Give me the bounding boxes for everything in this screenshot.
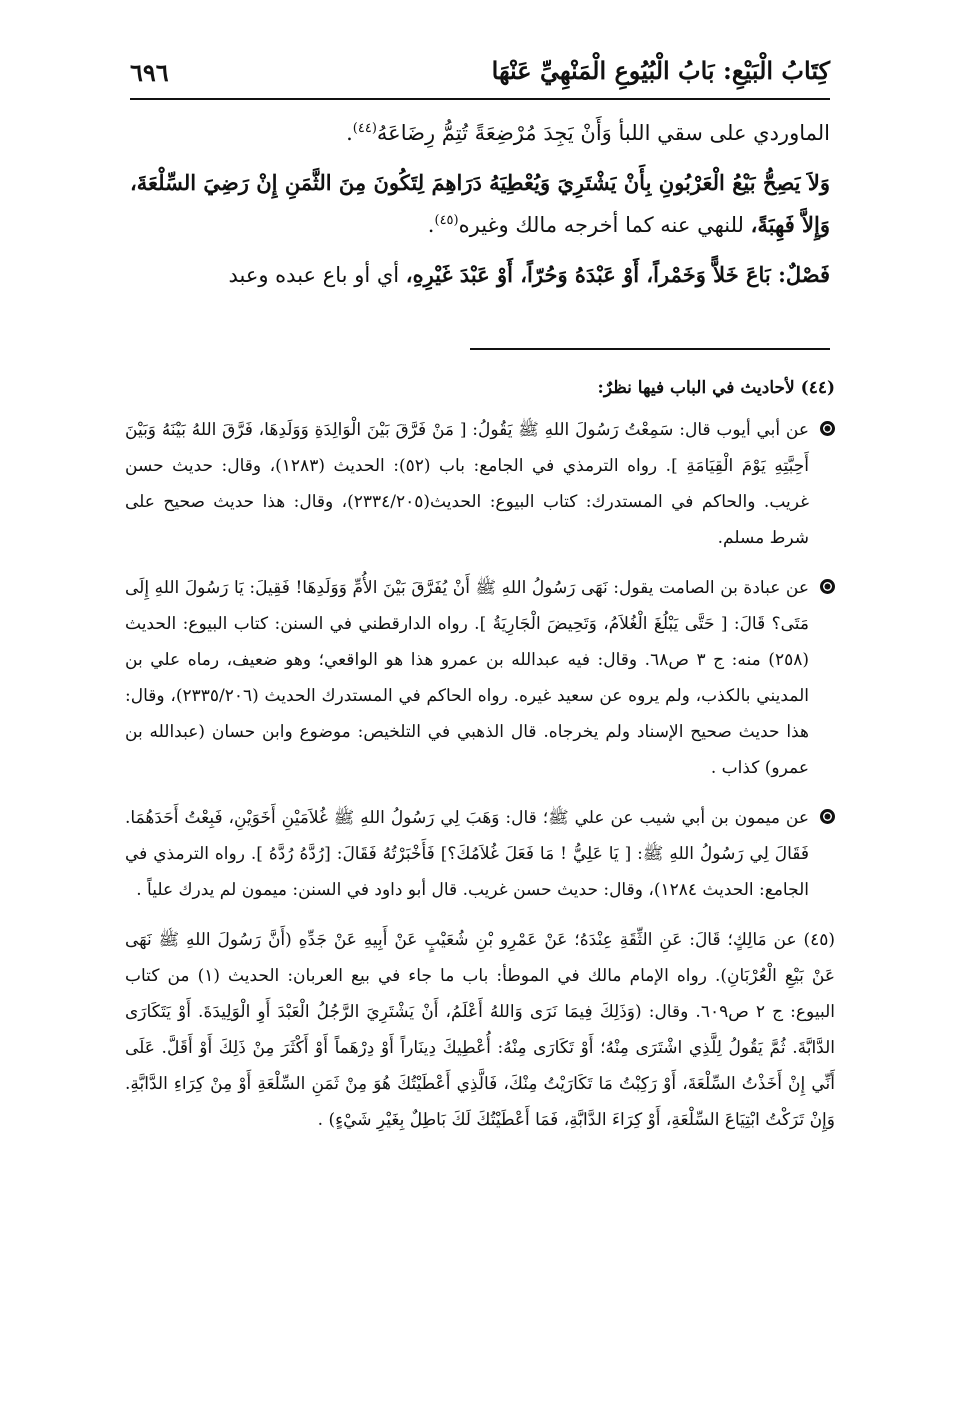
footnote-divider: [470, 348, 830, 350]
footnote-44-item-text: عن عبادة بن الصامت يقول: نَهَى رَسُولُ اللهِ ﷺ أَنْ يُفَرَّقَ بَيْنَ الأُمِّ وَوَلَدِهَا! فَقِيلَ: يَا رَسُولَ اللهِ إِلَى مَتَى؟ قَالَ: [ حَتَّى يَبْلُغَ الْغُلاَمُ، وَتَحِيضَ الْجَارِيَةُ ]. رواه الدارقطني في السنن: كتاب البيوع: الحديث (٢٥٨) منه: ج ٣ ص٦٨. وقال: فيه عبدالله بن عمرو هذا هو الواقعي؛ وهو ضعيف، رماه علي بن المديني بالكذب، ولم يروه عن سعيد غيره. رواه الحاكم في المستدرك الحديث (٢٣٣٥/٢٠٦)، وقال: هذا حديث صحيح الإسناد ولم يخرجاه. قال الذهبي في التلخيص: موضوع وابن حسان (عبدالله بن عمرو) كذاب .: [125, 578, 809, 778]
main-text: [130, 112, 830, 304]
paragraph-1-end: .: [346, 121, 353, 145]
page-number: ٦٩٦: [130, 58, 169, 87]
bullet-icon: [820, 579, 835, 594]
footnote-44-heading: (٤٤) لأحاديث في الباب فيها نظرٌ:: [597, 378, 835, 398]
paragraph-1: [130, 112, 830, 154]
footnotes: [125, 370, 835, 1144]
bullet-icon: [820, 809, 835, 824]
footnote-44-item: [125, 800, 835, 908]
footnote-45: (٤٥) عن مَالِكٍ؛ قَالَ: عَنِ الثِّقَةِ عِنْدَهُ؛ عَنْ عَمْرِو بْنِ شُعَيْبٍ عَنْ أَبِيهِ عَنْ جَدِّهِ (أَنَّ رَسُولَ اللهِ ﷺ نَهَى عَنْ بَيْعِ الْعُرْبَانِ). رواه الإمام مالك في الموطأ: باب ما جاء في بيع العربان: الحديث (١) من كتاب البيوع: ج ٢ ص٦٠٩. وقال: (وَذَلِكَ فِيمَا نَرَى وَاللهُ أَعْلَمُ، أَنْ يَشْتَرِيَ الرَّجُلُ الْعَبْدَ أَوِ الْوَلِيدَةَ. أَوْ يَتَكَارَى الدَّابَّةَ. ثُمَّ يَقُولُ لِلَّذِي اشْتَرَى مِنْهُ؛ أَوْ تَكَارَى مِنْهُ: أُعْطِيكَ دِينَاراً أَوْ دِرْهَماً أَوْ أَكْثَرَ مِنْ ذَلِكَ أَوْ أَقَلَّ. عَلَى أَنِّي إِنْ أَخَذْتُ السِّلْعَةَ، أَوْ رَكِبْتُ مَا تَكَارَيْتُ مِنْكَ، فَالَّذِي أَعْطَيْتُكَ هُوَ مِنْ ثَمَنِ السِّلْعَةِ أَوْ مِنْ كِرَاءِ الدَّابَّةِ. وَإِنْ تَرَكْتُ ابْتِيَاعَ السِّلْعَةِ، أَوْ كِرَاءَ الدَّابَّةِ، فَمَا أَعْطَيْتُكَ لَكَ بَاطِلٌ بِغَيْرِ شَيْءٍ) .: [125, 930, 835, 1130]
footnote-44-item-text: عن أبي أيوب قال: سَمِعْتُ رَسُولَ اللهِ ﷺ يَقُولُ: [ مَنْ فَرَّقَ بَيْنَ الْوَالِدَةِ وَوَلَدِهَا، فَرَّقَ اللهُ بَيْنَهُ وَبَيْنَ أَحِبَّتِهِ يَوْمَ الْقِيَامَةِ ]. رواه الترمذي في الجامع: باب (٥٢): الحديث (١٢٨٣)، وقال: حديث حسن غريب. والحاكم في المستدرك: كتاب البيوع: الحديث(٢٣٣٤/٢٠٥)، وقال: هذا حديث صحيح على شرط مسلم.: [125, 420, 810, 548]
running-header: [130, 52, 830, 100]
paragraph-3-sharh: أي أو باع عبده وعبد: [228, 263, 406, 287]
paragraph-2: [130, 162, 830, 246]
chapter-title: كِتَابُ الْبَيْعِ: بَابُ الْبُيُوعِ الْمَنْهِيِّ عَنْهَا: [484, 56, 830, 85]
footnote-44-item: [125, 412, 835, 556]
paragraph-3: [130, 254, 830, 296]
note-ref-45: (٤٥): [434, 213, 459, 228]
paragraph-2-sharh: للنهي عنه كما أخرجه مالك وغيره: [458, 213, 751, 237]
paragraph-3-matn: فَصْلٌ: بَاعَ خَلاًّ وَخَمْراً، أَوْ عَبْدَهُ وَحُرّاً، أَوْ عَبْدَ غَيْرِهِ،: [405, 262, 830, 287]
paragraph-2-matn: وَلاَ يَصِحُّ بَيْعُ الْعَرْبُونِ بِأَنْ يَشْتَرِيَ وَيُعْطِيَهُ دَرَاهِمَ لِتَكُونَ مِنَ الثَّمَنِ إِنْ رَضِيَ السِّلْعَةَ، وَإِلاَّ فَهِبَةً،: [130, 170, 830, 237]
paragraph-2-end: .: [427, 213, 435, 237]
footnote-44-item: [125, 570, 835, 786]
footnote-44-item-text: عن ميمون بن أبي شيب عن علي ﷺ؛ قال: وَهَبَ لِي رَسُولُ اللهِ ﷺ غُلاَمَيْنِ أَخَوَيْنِ، فَبِعْتُ أَحَدَهُمَا. فَقَالَ لِي رَسُولُ اللهِ ﷺ: [ يَا عَلِيُّ ! مَا فَعَلَ غُلاَمُكَ؟] فَأَخْبَرْتُهُ فَقَالَ: [رُدَّهُ رُدَّهُ ]. رواه الترمذي في الجامع: الحديث ١٢٨٤)، وقال: حديث حسن غريب. قال أبو داود في السنن: ميمون لم يدرك علياً .: [125, 808, 809, 900]
note-ref-44: (٤٤): [352, 121, 377, 136]
bullet-icon: [820, 421, 835, 436]
paragraph-1-text: الماوردي على سقي اللبأ وَأَنْ يَجِدَ مُرْضِعَةً تُتِمُّ رِضَاعَهُ: [376, 121, 830, 145]
